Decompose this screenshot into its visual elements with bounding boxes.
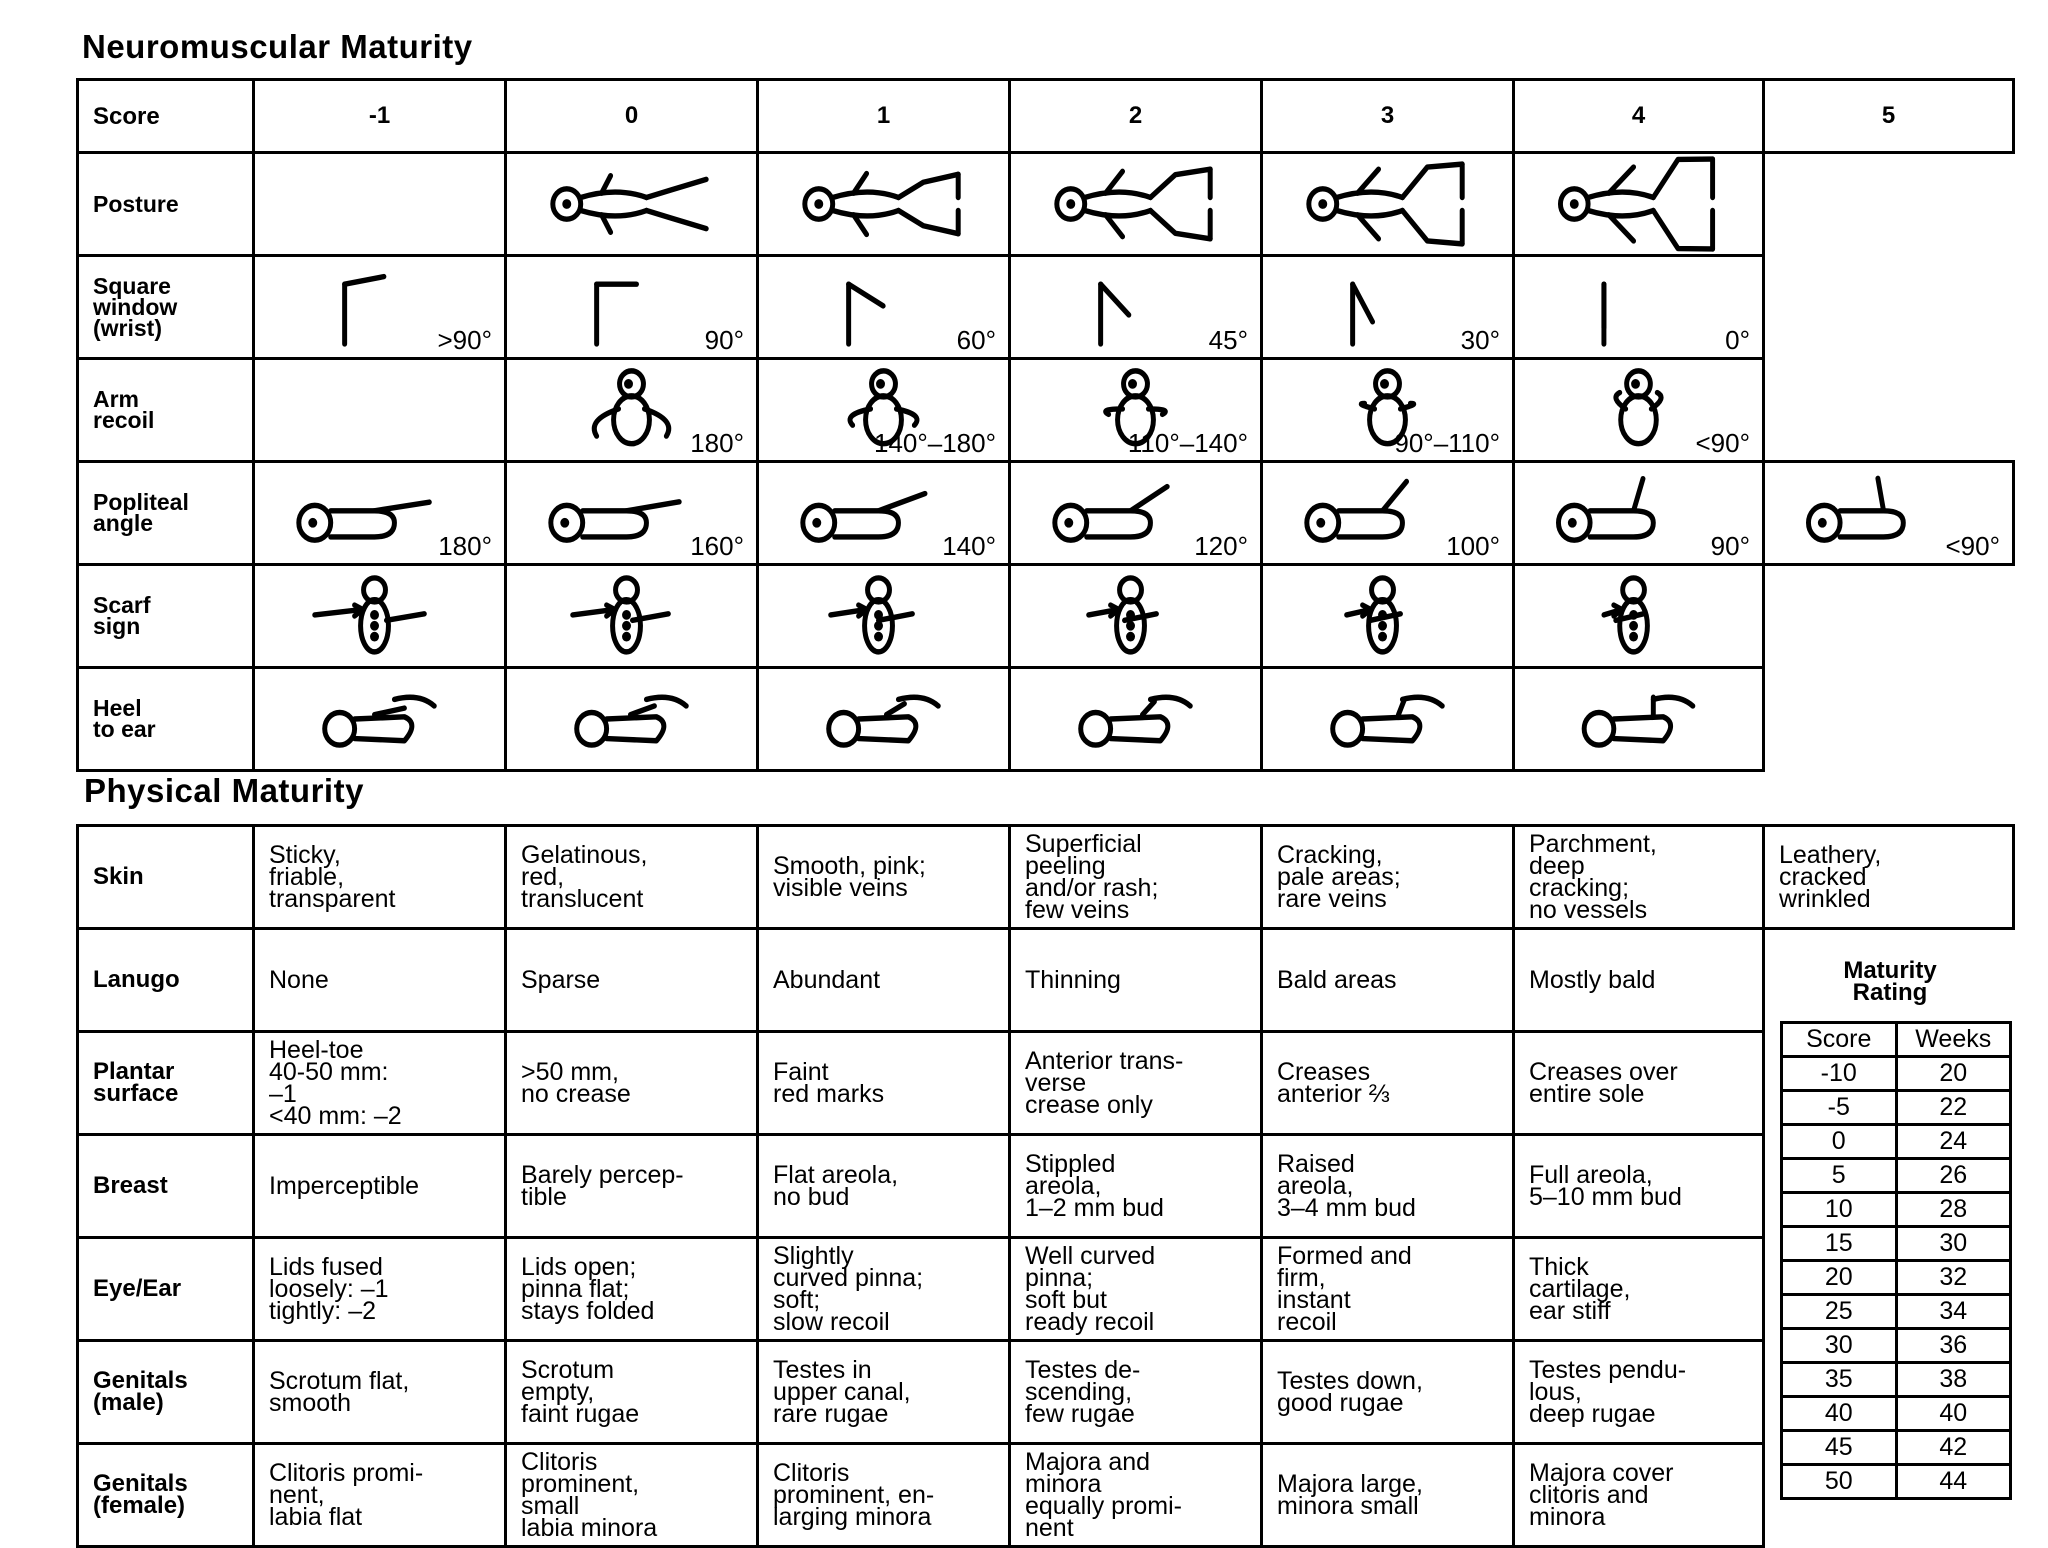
physical-cell: Sparse: [506, 929, 758, 1032]
physical-row-label: Genitals (female): [78, 1444, 254, 1547]
scarf-sign-icon: [759, 566, 1008, 666]
rating-score: 40: [1782, 1397, 1897, 1431]
maturity-rating-row: [1782, 1057, 2011, 1091]
rating-score: 25: [1782, 1295, 1897, 1329]
rating-score-header: Score: [1782, 1023, 1897, 1057]
physical-cell: Thick cartilage, ear stiff: [1514, 1238, 1764, 1341]
score-column-header: 2: [1010, 80, 1262, 153]
angle-label: 160°: [690, 531, 744, 561]
figure-cell: [1262, 256, 1514, 359]
rating-weeks: 32: [1896, 1261, 2011, 1295]
physical-cell: Flat areola, no bud: [758, 1135, 1010, 1238]
angle-label: 0°: [1725, 325, 1750, 355]
rating-weeks: 38: [1896, 1363, 2011, 1397]
posture-4-icon: [1515, 154, 1762, 254]
physical-cell: Bald areas: [1262, 929, 1514, 1032]
rating-weeks: 44: [1896, 1465, 2011, 1499]
rating-weeks: 24: [1896, 1125, 2011, 1159]
maturity-rating-row: [1782, 1125, 2011, 1159]
figure-cell: [254, 565, 506, 668]
physical-cell: Creases over entire sole: [1514, 1032, 1764, 1135]
figure-cell: [506, 359, 758, 462]
physical-row: [78, 1032, 2014, 1135]
physical-cell: Gelatinous, red, translucent: [506, 826, 758, 929]
neuromuscular-row: [78, 256, 2014, 359]
figure-cell: [758, 565, 1010, 668]
neuromuscular-row: [78, 462, 2014, 565]
figure-cell: [1514, 359, 1764, 462]
score-column-header: 4: [1514, 80, 1764, 153]
figure-cell: [1514, 462, 1764, 565]
rating-score: 50: [1782, 1465, 1897, 1499]
maturity-rating-row: [1782, 1363, 2011, 1397]
physical-title: Physical Maturity: [84, 772, 364, 809]
physical-cell: Creases anterior ⅔: [1262, 1032, 1514, 1135]
physical-cell: Lids open; pinna flat; stays folded: [506, 1238, 758, 1341]
maturity-rating-table: [1780, 1021, 2012, 1500]
rating-score: 0: [1782, 1125, 1897, 1159]
figure-cell: [1010, 256, 1262, 359]
figure-cell: [506, 256, 758, 359]
physical-cell: Slightly curved pinna; soft; slow recoil: [758, 1238, 1010, 1341]
angle-label: 180°: [690, 428, 744, 458]
score-column-header: 0: [506, 80, 758, 153]
neuromuscular-row: [78, 359, 2014, 462]
figure-cell: [1262, 565, 1514, 668]
physical-cell: Testes de- scending, few rugae: [1010, 1341, 1262, 1444]
figure-cell: [1262, 359, 1514, 462]
physical-row: [78, 1444, 2014, 1547]
rating-weeks: 34: [1896, 1295, 2011, 1329]
physical-cell: Formed and firm, instant recoil: [1262, 1238, 1514, 1341]
physical-cell: Testes down, good rugae: [1262, 1341, 1514, 1444]
figure-cell: [1262, 153, 1514, 256]
physical-row: [78, 929, 2014, 1032]
physical-row: [78, 1238, 2014, 1341]
rating-weeks: 20: [1896, 1057, 2011, 1091]
figure-cell: [254, 462, 506, 565]
physical-cell: Lids fused loosely: –1 tightly: –2: [254, 1238, 506, 1341]
angle-label: 30°: [1460, 325, 1500, 355]
posture-0-icon: [507, 154, 756, 254]
neuromuscular-row-label: Square window (wrist): [78, 256, 254, 359]
physical-cell: Scrotum flat, smooth: [254, 1341, 506, 1444]
physical-cell: Superficial peeling and/or rash; few veins: [1010, 826, 1262, 929]
figure-cell: [1010, 462, 1262, 565]
angle-label: >90°: [437, 325, 492, 355]
neuromuscular-row: [78, 153, 2014, 256]
physical-cell: Clitoris promi- nent, labia flat: [254, 1444, 506, 1547]
empty-cell: [1764, 153, 2014, 256]
physical-cell: Stippled areola, 1–2 mm bud: [1010, 1135, 1262, 1238]
maturity-rating-title: Maturity Rating: [1843, 957, 1937, 1006]
figure-cell: [254, 256, 506, 359]
angle-label: 60°: [956, 325, 996, 355]
physical-row-label: Breast: [78, 1135, 254, 1238]
physical-row-label: Eye/Ear: [78, 1238, 254, 1341]
posture-1-icon: [759, 154, 1008, 254]
maturity-rating-header-row: [1782, 1023, 2011, 1057]
angle-label: 110°–140°: [1127, 428, 1248, 458]
angle-label: <90°: [1695, 428, 1750, 458]
neuromuscular-row-label: Heel to ear: [78, 668, 254, 771]
rating-weeks: 26: [1896, 1159, 2011, 1193]
figure-cell: [1262, 668, 1514, 771]
figure-cell: [1010, 565, 1262, 668]
rating-weeks: 28: [1896, 1193, 2011, 1227]
empty-cell: [1764, 359, 2014, 462]
maturity-rating-row: [1782, 1261, 2011, 1295]
empty-cell: [1764, 668, 2014, 771]
physical-table: [76, 824, 2015, 1548]
figure-cell: [758, 256, 1010, 359]
angle-label: 140°–180°: [873, 428, 996, 458]
heel-to-ear-icon: [1011, 669, 1260, 769]
neuromuscular-row-label: Popliteal angle: [78, 462, 254, 565]
heel-to-ear-icon: [1515, 669, 1762, 769]
heel-to-ear-icon: [255, 669, 504, 769]
scarf-sign-icon: [1263, 566, 1512, 666]
figure-cell: [1514, 668, 1764, 771]
rating-weeks-header: Weeks: [1896, 1023, 2011, 1057]
angle-label: 45°: [1208, 325, 1248, 355]
angle-label: 90°–110°: [1394, 428, 1500, 458]
maturity-rating-row: [1782, 1227, 2011, 1261]
rating-score: 20: [1782, 1261, 1897, 1295]
maturity-rating-row: [1782, 1397, 2011, 1431]
physical-cell: Majora and minora equally promi- nent: [1010, 1444, 1262, 1547]
physical-cell: Leathery, cracked wrinkled: [1764, 826, 2014, 929]
physical-row-label: Skin: [78, 826, 254, 929]
rating-weeks: 22: [1896, 1091, 2011, 1125]
physical-cell: Mostly bald: [1514, 929, 1764, 1032]
physical-cell: Faint red marks: [758, 1032, 1010, 1135]
score-column-header: -1: [254, 80, 506, 153]
score-column-header: 5: [1764, 80, 2014, 153]
figure-cell: [1262, 462, 1514, 565]
figure-cell: [758, 359, 1010, 462]
empty-cell: [1764, 565, 2014, 668]
figure-cell: [1764, 462, 2014, 565]
scarf-sign-icon: [1011, 566, 1260, 666]
maturity-rating-row: [1782, 1091, 2011, 1125]
physical-row: [78, 1341, 2014, 1444]
rating-weeks: 40: [1896, 1397, 2011, 1431]
neuromuscular-row-label: Posture: [78, 153, 254, 256]
physical-cell: Scrotum empty, faint rugae: [506, 1341, 758, 1444]
rating-score: 30: [1782, 1329, 1897, 1363]
empty-cell: [1764, 256, 2014, 359]
physical-cell: Sticky, friable, transparent: [254, 826, 506, 929]
physical-cell: Imperceptible: [254, 1135, 506, 1238]
physical-row: [78, 1135, 2014, 1238]
physical-cell: Parchment, deep cracking; no vessels: [1514, 826, 1764, 929]
rating-score: 15: [1782, 1227, 1897, 1261]
physical-cell: Abundant: [758, 929, 1010, 1032]
score-column-header: 3: [1262, 80, 1514, 153]
neuromuscular-title: Neuromuscular Maturity: [82, 28, 473, 65]
neuromuscular-table: [76, 78, 2015, 772]
physical-cell: Clitoris prominent, en- larging minora: [758, 1444, 1010, 1547]
rating-score: 10: [1782, 1193, 1897, 1227]
angle-label: 100°: [1446, 531, 1500, 561]
figure-cell: [506, 462, 758, 565]
score-header: Score: [78, 80, 254, 153]
physical-row-label: Lanugo: [78, 929, 254, 1032]
physical-cell: Smooth, pink; visible veins: [758, 826, 1010, 929]
scarf-sign-icon: [507, 566, 756, 666]
physical-cell: Majora large, minora small: [1262, 1444, 1514, 1547]
heel-to-ear-icon: [759, 669, 1008, 769]
physical-cell: >50 mm, no crease: [506, 1032, 758, 1135]
physical-cell: Barely percep- tible: [506, 1135, 758, 1238]
figure-cell: [1010, 153, 1262, 256]
empty-cell: [254, 359, 506, 462]
angle-label: <90°: [1945, 531, 2000, 561]
neuromuscular-row-label: Scarf sign: [78, 565, 254, 668]
figure-cell: [1010, 359, 1262, 462]
angle-label: 120°: [1194, 531, 1248, 561]
rating-score: 45: [1782, 1431, 1897, 1465]
physical-row-label: Genitals (male): [78, 1341, 254, 1444]
rating-score: -5: [1782, 1091, 1897, 1125]
empty-cell: [254, 153, 506, 256]
neuromuscular-header-row: [78, 80, 2014, 153]
physical-cell: Cracking, pale areas; rare veins: [1262, 826, 1514, 929]
scarf-sign-icon: [255, 566, 504, 666]
posture-2-icon: [1011, 154, 1260, 254]
neuromuscular-row: [78, 668, 2014, 771]
physical-cell: Full areola, 5–10 mm bud: [1514, 1135, 1764, 1238]
figure-cell: [758, 153, 1010, 256]
figure-cell: [506, 668, 758, 771]
figure-cell: [1514, 565, 1764, 668]
score-column-header: 1: [758, 80, 1010, 153]
rating-weeks: 36: [1896, 1329, 2011, 1363]
physical-cell: Majora cover clitoris and minora: [1514, 1444, 1764, 1547]
physical-row: [78, 826, 2014, 929]
heel-to-ear-icon: [507, 669, 756, 769]
maturity-rating-row: [1782, 1465, 2011, 1499]
figure-cell: [506, 153, 758, 256]
figure-cell: [254, 668, 506, 771]
maturity-rating-row: [1782, 1431, 2011, 1465]
rating-score: 5: [1782, 1159, 1897, 1193]
physical-cell: Testes pendu- lous, deep rugae: [1514, 1341, 1764, 1444]
physical-cell: Well curved pinna; soft but ready recoil: [1010, 1238, 1262, 1341]
neuromuscular-row: [78, 565, 2014, 668]
angle-label: 90°: [1710, 531, 1750, 561]
figure-cell: [506, 565, 758, 668]
angle-label: 90°: [704, 325, 744, 355]
neuromuscular-row-label: Arm recoil: [78, 359, 254, 462]
maturity-rating-row: [1782, 1159, 2011, 1193]
angle-label: 140°: [942, 531, 996, 561]
rating-score: -10: [1782, 1057, 1897, 1091]
figure-cell: [758, 462, 1010, 565]
physical-row-label: Plantar surface: [78, 1032, 254, 1135]
maturity-rating-row: [1782, 1329, 2011, 1363]
figure-cell: [1514, 256, 1764, 359]
posture-3-icon: [1263, 154, 1512, 254]
physical-cell: Clitoris prominent, small labia minora: [506, 1444, 758, 1547]
heel-to-ear-icon: [1263, 669, 1512, 769]
physical-cell: Heel-toe 40-50 mm: –1 <40 mm: –2: [254, 1032, 506, 1135]
figure-cell: [758, 668, 1010, 771]
physical-cell: Thinning: [1010, 929, 1262, 1032]
physical-cell: Anterior trans- verse crease only: [1010, 1032, 1262, 1135]
physical-cell: Testes in upper canal, rare rugae: [758, 1341, 1010, 1444]
physical-cell: Raised areola, 3–4 mm bud: [1262, 1135, 1514, 1238]
rating-score: 35: [1782, 1363, 1897, 1397]
angle-label: 180°: [438, 531, 492, 561]
figure-cell: [1010, 668, 1262, 771]
physical-cell: None: [254, 929, 506, 1032]
scarf-sign-icon: [1515, 566, 1762, 666]
figure-cell: [1514, 153, 1764, 256]
rating-weeks: 42: [1896, 1431, 2011, 1465]
maturity-rating-row: [1782, 1193, 2011, 1227]
rating-weeks: 30: [1896, 1227, 2011, 1261]
maturity-rating-row: [1782, 1295, 2011, 1329]
